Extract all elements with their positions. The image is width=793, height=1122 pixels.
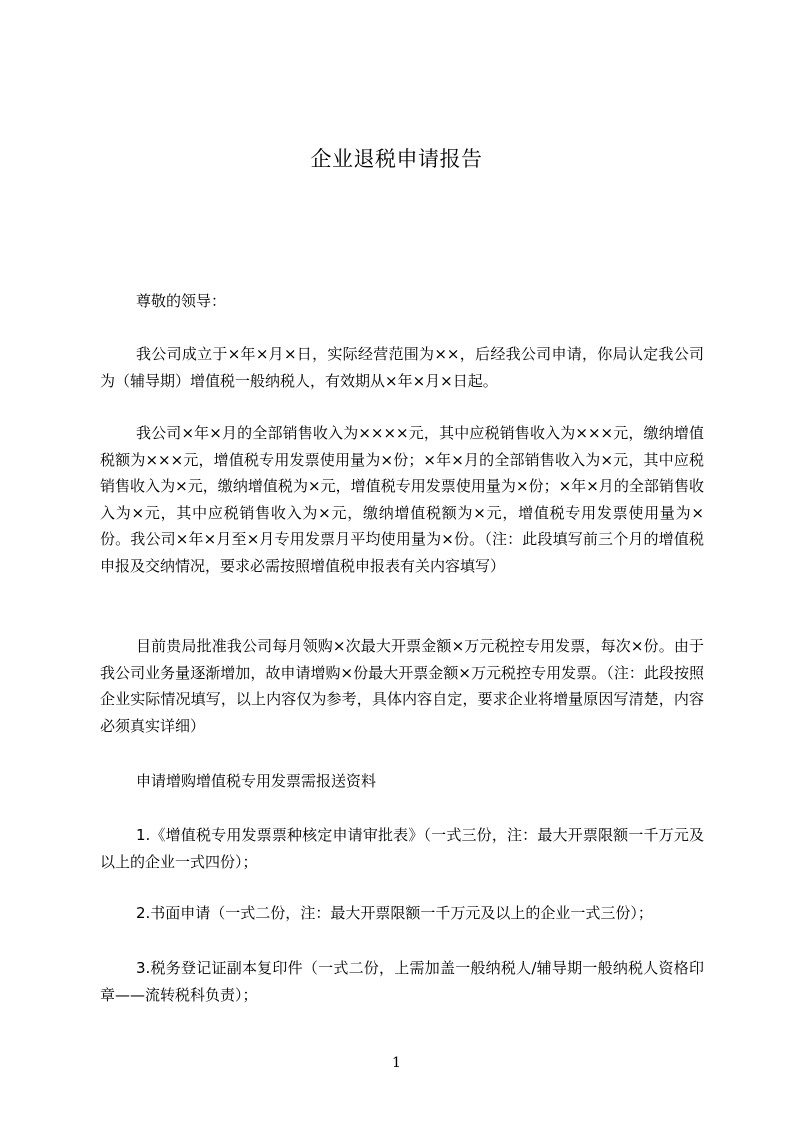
paragraph-materials-heading: 申请增购增值税专用发票需报送资料 (136, 772, 377, 790)
page-number: 1 (392, 1055, 401, 1071)
salutation: 尊敬的领导： (136, 292, 227, 310)
paragraph-sales-summary: 我公司×年×月的全部销售收入为××××元，其中应税销售收入为×××元，缴纳增值税额为×××元，增值税专用发票使用量为×份；×年×月的全部销售收入为×元，其中应税销售收入为×元，缴纳增值税为×元，增值税专用发票使用量为×份；×年×月的全部销售收入为×元，其中应税销售收入为×元，缴纳增值税额为×元，增值税专用发票使用量为×份。我公司×年×月至×月专用发票月平均使用量为×份。（注：此段填写前三个月的增值税申报及交纳情况，要求必需按照增值税申报表有关内容填写） (100, 424, 704, 575)
list-item-material-1: 1.《增值税专用发票票种核定申请审批表》（一式三份，注：最大开票限额一千万元及以上的企业一式四份）； (100, 826, 704, 871)
paragraph-company-info: 我公司成立于×年×月×日，实际经营范围为××，后经我公司申请，你局认定我公司为（辅导期）增值税一般纳税人，有效期从×年×月×日起。 (100, 345, 704, 390)
document-title: 企业退税申请报告 (310, 147, 483, 171)
list-item-material-2: 2.书面申请（一式二份，注：最大开票限额一千万元及以上的企业一式三份）； (136, 904, 653, 922)
paragraph-invoice-request: 目前贵局批准我公司每月领购×次最大开票金额×万元税控专用发票，每次×份。由于我公司业务量逐渐增加，故申请增购×份最大开票金额×万元税控专用发票。（注：此段按照企业实际情况填写，以上内容仅为参考，具体内容自定，要求企业将增量原因写清楚，内容必须真实详细） (100, 637, 704, 735)
list-item-material-3: 3.税务登记证副本复印件（一式二份，上需加盖一般纳税人/辅导期一般纳税人资格印章——流转税科负责）； (100, 959, 704, 1004)
